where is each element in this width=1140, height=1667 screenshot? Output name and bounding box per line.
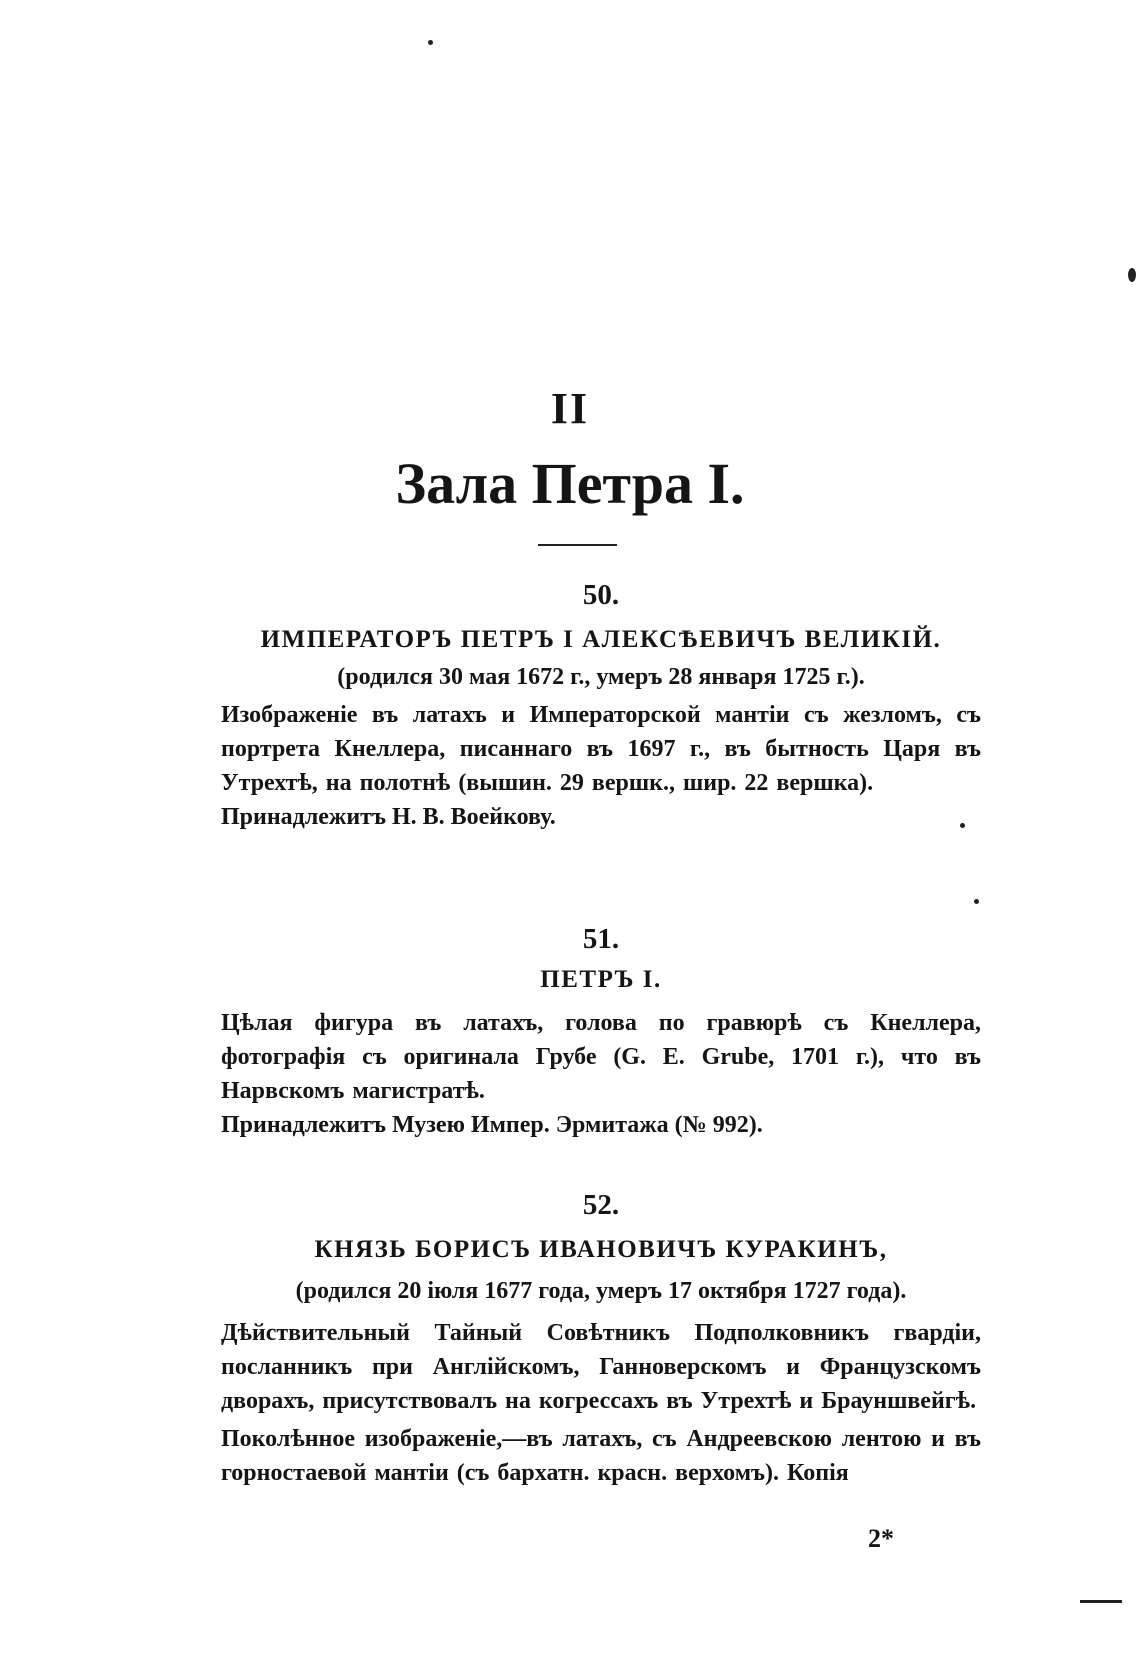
scan-mark <box>1080 1600 1122 1603</box>
signature-mark: 2* <box>868 1524 894 1553</box>
catalog-entry-52 <box>221 1188 981 1490</box>
entry-name: КНЯЗЬ БОРИСЪ ИВАНОВИЧЪ КУРАКИНЪ, <box>314 1236 888 1263</box>
entry-description: Дѣйствительный Тайный Совѣтникъ Подполковникъ гвардіи, посланникъ при Англійскомъ, Ганноверскомъ и Французскомъ дворахъ, присутствовалъ на когрессахъ въ Утрехтѣ и Брауншвейгѣ. <box>221 1320 981 1414</box>
entry-description-continued: Поколѣнное изображеніе,—въ латахъ, съ Андреевскою лентою и въ горностаевой мантіи (съ бархатн. красн. верхомъ). Копія <box>221 1426 981 1486</box>
title-rule <box>538 544 617 546</box>
catalog-entry-50 <box>221 578 981 834</box>
entry-name: ПЕТРЪ I. <box>540 966 662 993</box>
section-roman-numeral: II <box>550 384 590 433</box>
scan-speck <box>428 40 433 45</box>
entry-description: Изображеніе въ латахъ и Императорской мантіи съ жезломъ, съ портрета Кнеллера, писаннаго въ 1697 г., въ бытность Царя въ Утрехтѣ, на полотнѣ (вышин. 29 вершк., шир. 22 вершка). <box>221 702 981 796</box>
entry-dates: (родился 20 іюля 1677 года, умеръ 17 октября 1727 года). <box>295 1278 907 1304</box>
entry-owner: Принадлежитъ Н. В. Воейкову. <box>221 804 556 830</box>
entry-description: Цѣлая фигура въ латахъ, голова по гравюрѣ съ Кнеллера, фотографія съ оригинала Грубе (G. E. Grube, 1701 г.), что въ Нарвскомъ магистратѣ. <box>221 1010 981 1104</box>
entry-name: ИМПЕРАТОРЪ ПЕТРЪ I АЛЕКСѢЕВИЧЪ ВЕЛИКІЙ. <box>260 626 942 653</box>
section-title: Зала Петра I. <box>395 451 745 516</box>
entry-owner: Принадлежитъ Музею Импер. Эрмитажа (№ 992). <box>221 1112 763 1138</box>
entry-dates: (родился 30 мая 1672 г., умеръ 28 января 1725 г.). <box>337 664 865 690</box>
entry-number: 51. <box>582 923 620 955</box>
catalog-entry-51 <box>221 922 981 1142</box>
scan-speck <box>974 899 979 904</box>
scan-speck <box>1128 268 1136 282</box>
entry-number: 50. <box>582 579 620 611</box>
scan-speck <box>960 823 965 828</box>
entry-number: 52. <box>582 1189 620 1221</box>
